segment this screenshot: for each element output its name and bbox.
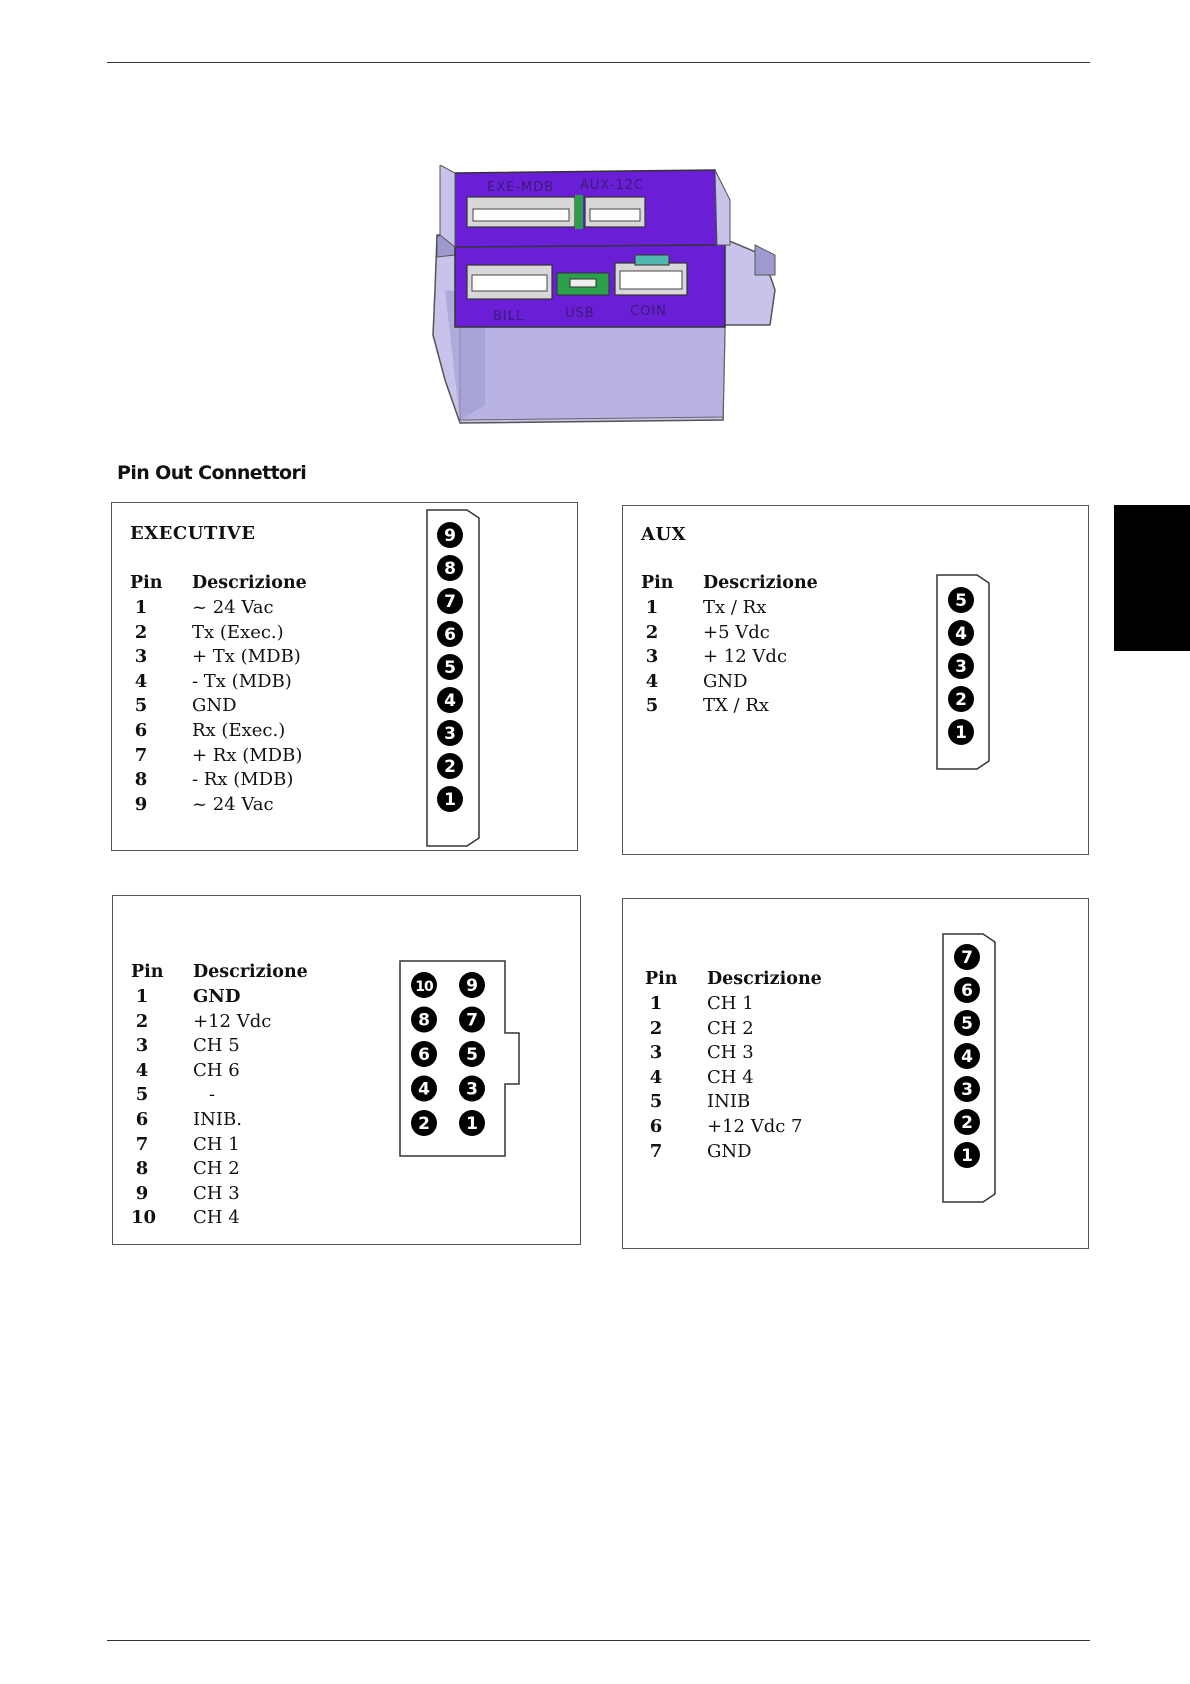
bill-connector-pin-label: 3 [466, 1079, 478, 1100]
executive-connector-pin-label: 1 [444, 790, 456, 810]
executive-connector-pin [437, 753, 463, 779]
executive-connector-pin-label: 2 [444, 757, 456, 777]
coin-connector-pin [954, 977, 980, 1003]
executive-pin-description: - Rx (MDB) [192, 769, 294, 791]
coin-connector-pin-label: 3 [961, 1080, 973, 1100]
bill-connector-diagram [399, 960, 529, 1160]
coin-connector-pin [954, 1076, 980, 1102]
executive-connector-pin [437, 786, 463, 812]
executive-connector-pin [437, 621, 463, 647]
executive-pin-number: 9 [134, 793, 148, 815]
aux-connector-pin [948, 719, 974, 745]
aux-pin-number: 5 [645, 695, 659, 717]
executive-title: EXECUTIVE [130, 523, 256, 544]
executive-pin-header: Pin [130, 573, 163, 593]
bill-pin-header: Pin [131, 962, 164, 982]
bill-connector-pin-label: 9 [466, 976, 478, 996]
aux-pin-description: Tx / Rx [703, 597, 767, 618]
aux-pin-description: GND [703, 670, 748, 692]
executive-connector-pin [437, 654, 463, 680]
coin-connector-pin-label: 4 [961, 1047, 973, 1067]
executive-pin-number: 5 [134, 695, 148, 717]
aux-connector-pin-label: 3 [955, 657, 967, 677]
aux-pin-number: 3 [645, 646, 659, 668]
bill-pin-description: CH 1 [193, 1133, 240, 1155]
coin-pin-description: GND [707, 1140, 752, 1162]
coin-pin-number: 6 [649, 1116, 663, 1137]
coin-connector-pin-label: 1 [961, 1146, 973, 1166]
aux-desc-header: Descrizione [703, 573, 818, 593]
aux-pin-number: 2 [645, 621, 659, 643]
aux-title: AUX [641, 524, 687, 545]
bill-connector-pin-label: 2 [418, 1114, 430, 1134]
bill-pin-number: 1 [135, 986, 149, 1007]
executive-connector-pin [437, 687, 463, 713]
bill-pin-description: GND [193, 986, 241, 1007]
coin-pin-description: CH 4 [707, 1066, 754, 1088]
coin-desc-header: Descrizione [707, 969, 822, 989]
bill-connector-pin-label: 4 [418, 1079, 430, 1100]
bill-connector-box [112, 895, 581, 1245]
coin-changer-board-illustration [425, 165, 785, 440]
coin-connector-pin-label: 6 [961, 981, 973, 1001]
bill-connector-pin [459, 1007, 485, 1033]
executive-connector-pin [437, 555, 463, 581]
coin-connector-pin [954, 1043, 980, 1069]
bill-pin-description: CH 2 [193, 1158, 240, 1180]
bill-pin-number: 8 [135, 1158, 149, 1180]
coin-connector-pin-label: 5 [961, 1014, 973, 1034]
executive-connector-pin-label: 9 [444, 526, 456, 546]
bill-connector-pin [459, 1041, 485, 1067]
header-rule [107, 62, 1090, 63]
aux-connector-pin-label: 1 [955, 723, 967, 743]
bill-connector-pin [411, 972, 437, 998]
coin-pin-number: 7 [649, 1140, 663, 1162]
executive-connector-box [111, 502, 578, 851]
bill-connector-pin [459, 1110, 485, 1136]
port-label-exe-mdb: EXE-MDB [487, 180, 555, 195]
section-title: Pin Out Connettori [117, 462, 307, 484]
executive-pin-description: - Tx (MDB) [192, 670, 292, 692]
bill-pin-number: 4 [135, 1059, 149, 1081]
coin-pin-number: 2 [649, 1017, 663, 1039]
usb-port [570, 279, 596, 287]
footer-rule [107, 1640, 1090, 1641]
aux-connector-pin-label: 2 [955, 690, 967, 710]
executive-pin-description: + Tx (MDB) [192, 646, 301, 668]
aux-connector-box [622, 505, 1089, 855]
aux-pin-number: 1 [645, 597, 659, 618]
executive-pin-description: Tx (Exec.) [192, 621, 284, 643]
bill-connector-pin [459, 1076, 485, 1102]
coin-connector-pin [954, 1142, 980, 1168]
aux-connector-pin-label: 4 [955, 624, 967, 644]
coin-connector-pin [954, 1109, 980, 1135]
executive-pin-description: ~ 24 Vac [192, 793, 274, 815]
executive-connector-pin-label: 7 [444, 592, 456, 612]
aux-pin-number: 4 [645, 670, 659, 692]
port-label-aux: AUX-12C [580, 178, 644, 193]
coin-pin-number: 3 [649, 1042, 663, 1064]
bill-pin-description: +12 Vdc [193, 1010, 272, 1032]
executive-connector-diagram [425, 508, 485, 848]
coin-pin-description: +12 Vdc 7 [707, 1116, 803, 1137]
coin-pin-number: 4 [649, 1066, 663, 1088]
bill-connector-pin [411, 1110, 437, 1136]
executive-connector-pin [437, 522, 463, 548]
executive-pin-description: + Rx (MDB) [192, 744, 303, 766]
executive-pin-number: 8 [134, 769, 148, 791]
executive-pin-number: 4 [134, 670, 148, 692]
bill-pin-number: 9 [135, 1182, 149, 1204]
aux-pin-description: + 12 Vdc [703, 646, 788, 668]
bill-pin-description: - [209, 1084, 216, 1106]
bill-connector-pin [459, 972, 485, 998]
aux-pin-description: +5 Vdc [703, 621, 770, 643]
coin-connector-pin [954, 1010, 980, 1036]
coin-connector-pin-label: 2 [961, 1113, 973, 1133]
coin-connector-box [622, 898, 1089, 1249]
executive-pin-number: 2 [134, 621, 148, 643]
board-drawing [425, 165, 785, 440]
coin-pin-number: 5 [649, 1091, 663, 1113]
executive-connector-pin-label: 4 [444, 691, 456, 711]
bill-pin-number: 6 [135, 1109, 149, 1130]
bill-connector-pin-label: 1 [466, 1114, 478, 1134]
executive-connector-pin [437, 720, 463, 746]
coin-pin-description: CH 3 [707, 1042, 754, 1064]
bill-pin-number: 7 [135, 1133, 149, 1155]
bill-connector-pin-label: 6 [418, 1045, 430, 1065]
aux-connector-pin [948, 620, 974, 646]
executive-pin-number: 6 [134, 720, 148, 741]
coin-connector-pin [954, 944, 980, 970]
port-label-coin: COIN [630, 304, 667, 319]
coin-pin-header: Pin [645, 969, 678, 989]
coin-connector-diagram [941, 932, 1001, 1207]
executive-connector-pin-label: 6 [444, 625, 456, 645]
executive-desc-header: Descrizione [192, 573, 307, 593]
bill-pin-number: 2 [135, 1010, 149, 1032]
aux-connector-pin [948, 587, 974, 613]
executive-pin-description: Rx (Exec.) [192, 720, 286, 741]
bill-connector-pin [411, 1041, 437, 1067]
bill-pin-description: CH 6 [193, 1059, 240, 1081]
aux-connector-pin-label: 5 [955, 591, 967, 611]
executive-pin-number: 1 [134, 597, 148, 618]
bill-connector-pin [411, 1007, 437, 1033]
bill-pin-description: CH 4 [193, 1207, 240, 1229]
bill-pin-description: INIB. [193, 1109, 242, 1130]
coin-pin-number: 1 [649, 993, 663, 1014]
bill-pin-description: CH 3 [193, 1182, 240, 1204]
coin-connector-pin-label: 7 [961, 948, 973, 968]
aux-pin-header: Pin [641, 573, 674, 593]
executive-connector-pin-label: 5 [444, 658, 456, 678]
bill-pin-number: 5 [135, 1084, 149, 1106]
executive-connector-pin-label: 3 [444, 724, 456, 744]
bill-desc-header: Descrizione [193, 962, 308, 982]
bill-connector-pin [411, 1076, 437, 1102]
aux-pin-description: TX / Rx [703, 695, 770, 717]
executive-pin-description: GND [192, 695, 237, 717]
aux-connector-pin [948, 686, 974, 712]
bill-connector-pin-label: 8 [418, 1010, 430, 1031]
coin-pin-description: CH 2 [707, 1017, 754, 1039]
executive-pin-description: ~ 24 Vac [192, 597, 274, 618]
executive-connector-pin-label: 8 [444, 559, 456, 579]
aux-connector-diagram [935, 573, 995, 773]
port-label-usb: USB [565, 306, 595, 321]
port-label-bill: BILL [493, 309, 525, 324]
executive-pin-number: 3 [134, 646, 148, 668]
bill-connector-pin-label: 5 [466, 1045, 478, 1065]
executive-connector-pin [437, 588, 463, 614]
bill-pin-description: CH 5 [193, 1035, 240, 1057]
bill-pin-number: 10 [131, 1207, 157, 1229]
bill-pin-number: 3 [135, 1035, 149, 1057]
section-tab-marker [1114, 505, 1190, 651]
coin-pin-description: CH 1 [707, 993, 754, 1014]
aux-connector-pin [948, 653, 974, 679]
executive-pin-number: 7 [134, 744, 148, 766]
coin-pin-description: INIB [707, 1091, 751, 1113]
bill-connector-pin-label: 10 [415, 979, 433, 995]
bill-connector-pin-label: 7 [466, 1010, 478, 1031]
